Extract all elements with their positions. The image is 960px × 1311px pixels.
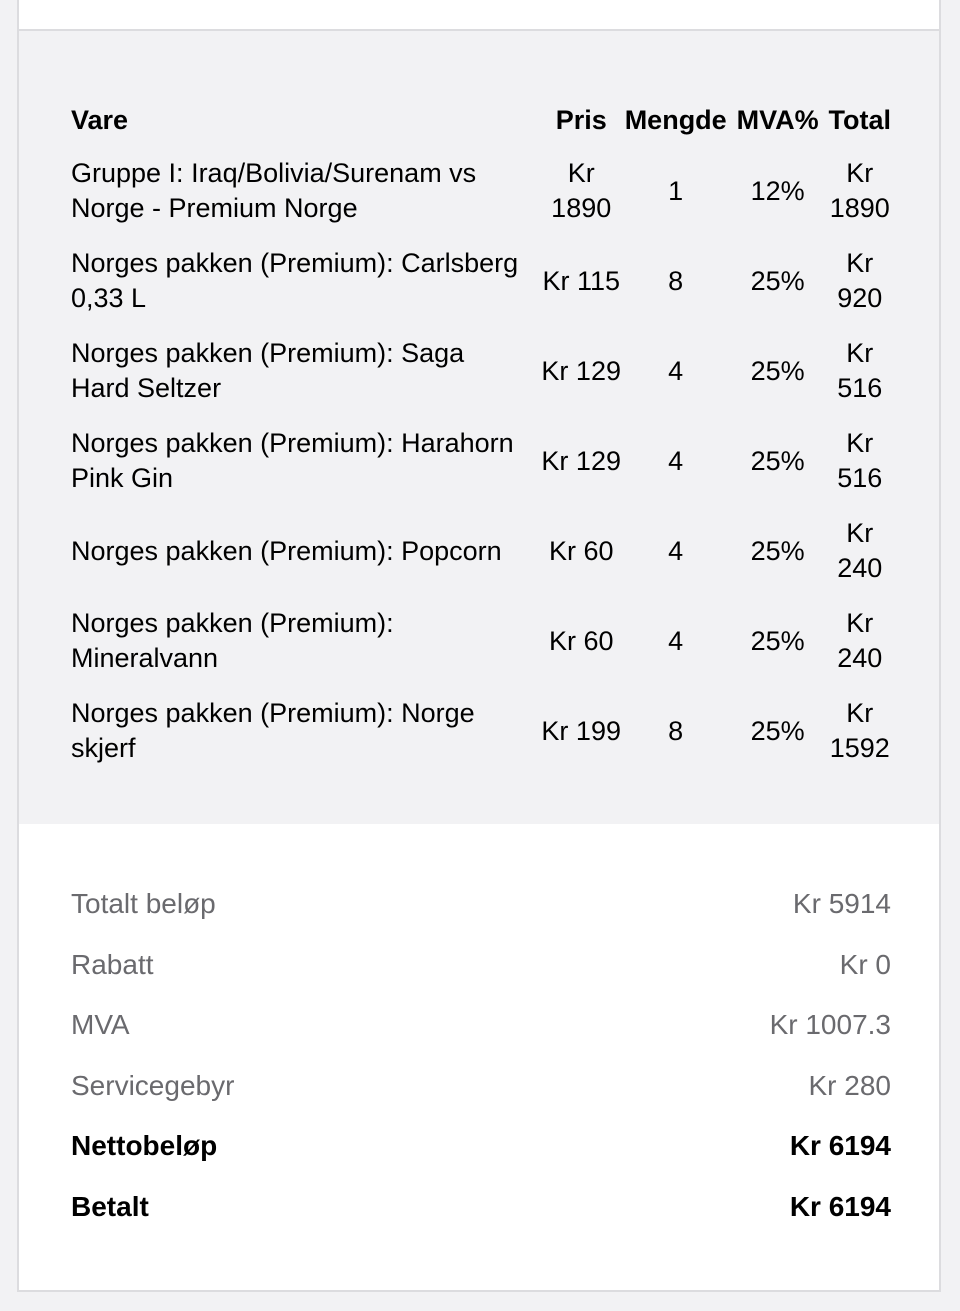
header-pris: Pris [555,105,607,135]
summary-row-service-fee [71,1068,891,1104]
summary-row-vat [71,1007,891,1043]
total-amount-label: Totalt beløp [71,888,216,919]
item-name: Norges pakken (Premium): Norge skjerf [71,698,475,763]
table-row [71,696,891,786]
discount-label: Rabatt [71,949,154,980]
item-total: Kr 240 [837,608,883,673]
item-name: Norges pakken (Premium): Saga Hard Seltzer [71,338,465,403]
item-name: Norges pakken (Premium): Mineralvann [71,608,394,673]
header-mengde: Mengde [624,105,727,135]
table-row [71,606,891,696]
service-fee-label: Servicegebyr [71,1070,235,1101]
item-vat-rate: 25% [750,355,805,386]
net-amount-value: Kr 6194 [789,1130,891,1161]
total-amount-value: Kr 5914 [792,888,891,919]
vat-value: Kr 1007.3 [769,1009,891,1040]
item-vat-rate: 25% [750,535,805,566]
summary-row-paid [71,1189,891,1225]
net-amount-label: Nettobeløp [71,1130,218,1161]
item-price: Kr 129 [541,355,621,386]
item-total: Kr 516 [837,428,883,493]
item-price: Kr 129 [541,445,621,476]
item-name: Norges pakken (Premium): Popcorn [71,535,502,566]
item-name: Norges pakken (Premium): Carlsberg 0,33 L [71,248,519,313]
payment-summary-card [17,824,941,1292]
item-vat-rate: 25% [750,715,805,746]
discount-value: Kr 0 [839,949,891,980]
item-total: Kr 240 [837,518,883,583]
table-row [71,516,891,606]
item-quantity: 4 [668,445,684,476]
table-row [71,426,891,516]
item-quantity: 4 [668,625,684,656]
item-name: Gruppe I: Iraq/Bolivia/Surenam vs Norge - Premium Norge [71,158,477,223]
item-quantity: 8 [668,715,684,746]
summary-row-discount [71,947,891,983]
item-price: Kr 60 [548,535,614,566]
item-price: Kr 1890 [551,158,612,223]
item-quantity: 4 [668,535,684,566]
item-total: Kr 920 [837,248,883,313]
item-name: Norges pakken (Premium): Harahorn Pink Gin [71,428,514,493]
table-row [71,246,891,336]
summary-row-total-amount [71,886,891,922]
item-total: Kr 1592 [829,698,890,763]
paid-label: Betalt [71,1191,149,1222]
table-row [71,156,891,246]
header-total: Total [828,105,891,135]
item-quantity: 1 [668,175,684,206]
vat-label: MVA [71,1009,130,1040]
item-price: Kr 60 [548,625,614,656]
item-price: Kr 199 [541,715,621,746]
top-card [17,0,941,31]
table-row [71,336,891,426]
item-vat-rate: 25% [750,625,805,656]
service-fee-value: Kr 280 [808,1070,891,1101]
header-mva: MVA% [736,105,819,135]
order-items-table [71,103,891,786]
item-price: Kr 115 [542,265,620,296]
order-items-card [17,31,941,826]
item-total: Kr 516 [837,338,883,403]
table-header-row [71,103,891,156]
paid-value: Kr 6194 [789,1191,891,1222]
item-quantity: 8 [668,265,684,296]
summary-row-net-amount [71,1128,891,1164]
item-quantity: 4 [668,355,684,386]
item-vat-rate: 12% [750,175,805,206]
item-vat-rate: 25% [750,265,805,296]
item-total: Kr 1890 [829,158,890,223]
header-vare: Vare [71,105,129,135]
item-vat-rate: 25% [750,445,805,476]
